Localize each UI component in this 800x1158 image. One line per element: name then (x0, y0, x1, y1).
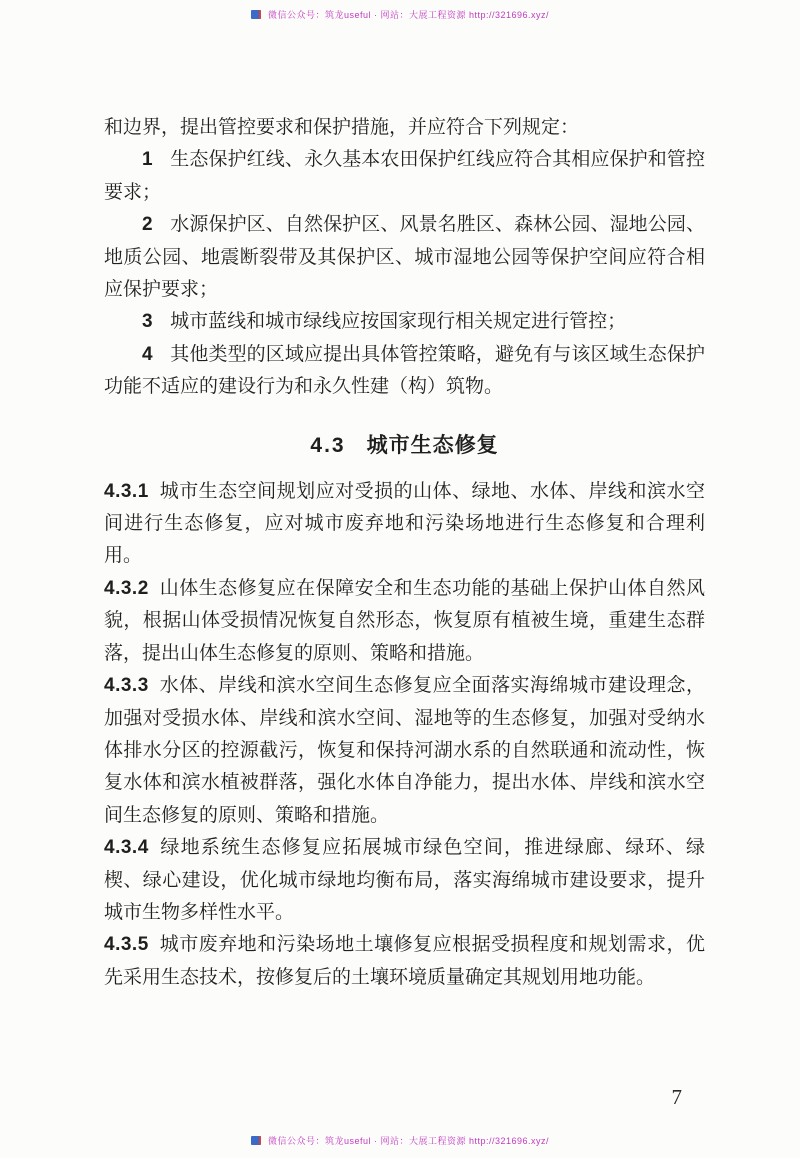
page-number: 7 (671, 1085, 682, 1109)
clause-number: 4.3.5 (104, 934, 149, 956)
list-item-4 (104, 339, 705, 404)
item-text: 城市蓝线和城市绿线应按国家现行相关规定进行管控； (170, 311, 627, 333)
clause-4-3-5 (104, 929, 705, 994)
clause-text: 城市废弃地和污染场地土壤修复应根据受损程度和规划需求，优先采用生态技术，按修复后的土壤环境质量确定其规划用地功能。 (104, 934, 705, 988)
item-text: 生态保护红线、永久基本农田保护红线应符合其相应保护和管控要求； (104, 149, 705, 203)
watermark-icon (251, 1136, 261, 1145)
clause-text: 山体生态修复应在保障安全和生态功能的基础上保护山体自然风貌，根据山体受损情况恢复自然形态，恢复原有植被生境，重建生态群落，提出山体生态修复的原则、策略和措施。 (104, 577, 705, 664)
list-item-2 (104, 209, 705, 306)
clause-text: 水体、岸线和滨水空间生态修复应全面落实海绵城市建设理念，加强对受损水体、岸线和滨水空间、湿地等的生态修复，加强对受纳水体排水分区的控源截污，恢复和保持河湖水系的自然联通和流动性，恢复水体和滨水植被群落，强化水体自净能力，提出水体、岸线和滨水空间生态修复的原则、策略和措施。 (104, 675, 705, 826)
item-number: 1 (142, 149, 154, 171)
clause-4-3-4 (104, 832, 705, 929)
clause-number: 4.3.1 (104, 480, 149, 502)
section-heading-title: 城市生态修复 (366, 433, 499, 457)
clause-number: 4.3.4 (104, 837, 149, 859)
watermark-top-text: 微信公众号：筑龙useful · 网站：大展工程资源 http://321696.xyz/ (267, 10, 550, 20)
item-text: 水源保护区、自然保护区、风景名胜区、森林公园、湿地公园、地质公园、地震断裂带及其保护区、城市湿地公园等保护空间应符合相应保护要求； (104, 214, 705, 301)
watermark-top (0, 8, 800, 21)
watermark-bottom-text: 微信公众号：筑龙useful · 网站：大展工程资源 http://321696.xyz/ (267, 1136, 550, 1146)
watermark-bottom (0, 1134, 800, 1147)
item-number: 3 (142, 311, 154, 333)
clause-number: 4.3.3 (104, 675, 149, 697)
watermark-icon (251, 10, 261, 19)
clause-text: 绿地系统生态修复应拓展城市绿色空间，推进绿廊、绿环、绿楔、绿心建设，优化城市绿地均衡布局，落实海绵城市建设要求，提升城市生物多样性水平。 (104, 837, 705, 923)
item-number: 4 (142, 343, 154, 365)
item-text: 其他类型的区域应提出具体管控策略，避免有与该区域生态保护功能不适应的建设行为和永久性建（构）筑物。 (104, 343, 705, 398)
clause-4-3-1 (104, 476, 705, 573)
clause-number: 4.3.2 (104, 577, 149, 599)
clause-text: 城市生态空间规划应对受损的山体、绿地、水体、岸线和滨水空间进行生态修复，应对城市废弃地和污染场地进行生态修复和合理利用。 (104, 480, 705, 567)
section-heading-number: 4.3 (310, 433, 346, 457)
list-item-1 (104, 144, 705, 209)
page-content (104, 112, 705, 994)
paragraph-continuation: 和边界，提出管控要求和保护措施，并应符合下列规定： (104, 117, 580, 138)
list-item-3 (104, 306, 705, 338)
clause-4-3-3 (104, 670, 705, 832)
clause-4-3-2 (104, 573, 705, 670)
item-number: 2 (142, 214, 154, 236)
section-heading (104, 429, 705, 459)
